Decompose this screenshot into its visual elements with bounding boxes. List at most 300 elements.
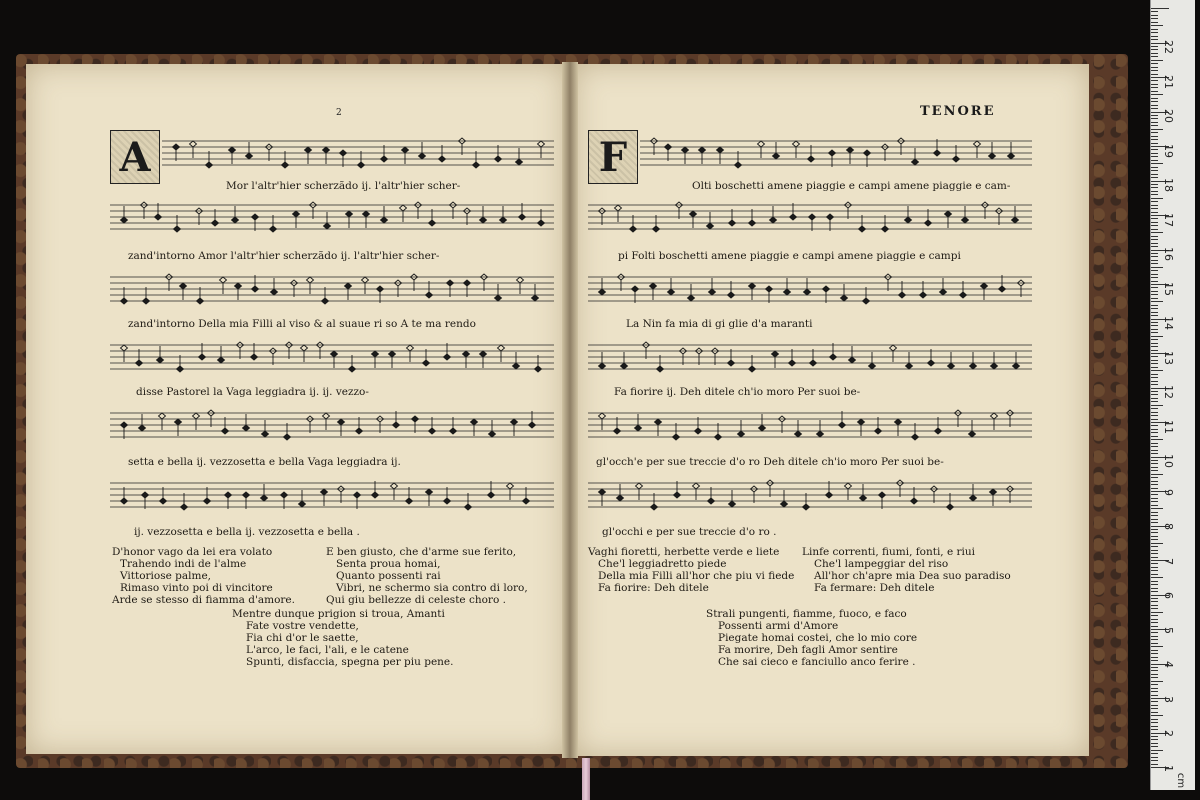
note-head [759, 425, 766, 431]
note-head [444, 354, 451, 360]
note-head [121, 345, 128, 351]
note-head [673, 434, 680, 440]
note-head [489, 431, 496, 437]
note-head [193, 413, 200, 419]
lyric-line: zand'intorno Amor l'altr'hier scherzãdo ij. l'altr'hier scher- [128, 250, 440, 262]
note-head [699, 147, 706, 153]
note-head [974, 141, 981, 147]
lyric-line: Mor l'altr'hier scherzãdo ij. l'altr'hier scher- [226, 180, 461, 192]
note-head [204, 498, 211, 504]
ruler-number: 1 [1162, 764, 1175, 772]
ruler-tick [1151, 294, 1158, 295]
ruler-tick [1151, 36, 1158, 37]
verse-stanza-1 [112, 546, 295, 606]
note-head [412, 416, 419, 422]
note-head [324, 223, 331, 229]
note-head [715, 434, 722, 440]
ruler-number: 20 [1162, 109, 1175, 123]
ruler-unit-label: cm [1175, 772, 1187, 789]
note-head [749, 366, 756, 372]
note-head [400, 205, 407, 211]
ruler-tick [1151, 667, 1158, 668]
note-head [281, 492, 288, 498]
note-head [935, 428, 942, 434]
note-head [749, 220, 756, 226]
note-head [630, 226, 637, 232]
ruler-tick [1151, 681, 1163, 682]
note-head [635, 425, 642, 431]
verse-line: Fa fermare: Deh ditele [814, 582, 935, 594]
note-head [781, 501, 788, 507]
ruler-tick [1151, 688, 1158, 689]
ruler-tick [1151, 301, 1163, 302]
ruler-tick [1151, 298, 1158, 299]
ruler-number: 11 [1162, 419, 1175, 434]
note-head [473, 162, 480, 168]
verse-line: E ben giusto, che d'arme sue ferito, [326, 546, 517, 558]
ruler-tick [1151, 646, 1163, 647]
note-head [372, 351, 379, 357]
note-head [1013, 363, 1020, 369]
ruler-tick [1151, 360, 1158, 361]
ruler-tick [1151, 577, 1163, 578]
note-head [912, 159, 919, 165]
ruler-tick [1151, 684, 1158, 685]
note-head [934, 150, 941, 156]
note-head [717, 147, 724, 153]
ruler-tick [1151, 384, 1158, 385]
note-head [655, 419, 662, 425]
ruler-tick [1151, 501, 1158, 502]
ruler-tick [1151, 494, 1158, 495]
ruler-tick [1151, 760, 1158, 761]
ruler-tick [1151, 674, 1158, 675]
note-head [407, 345, 414, 351]
note-head [911, 498, 918, 504]
note-head [406, 498, 413, 504]
ruler-tick [1151, 263, 1158, 264]
music-staff [110, 478, 554, 512]
note-head [212, 220, 219, 226]
ruler-tick [1151, 405, 1163, 406]
lyric-line: pi Folti boschetti amene piaggie e campi amene piaggie e campi [618, 250, 961, 262]
ruler-tick [1151, 401, 1158, 402]
lyric-line: gl'occhi e per sue treccie d'o ro . [602, 526, 777, 538]
note-head [243, 425, 250, 431]
note-head [225, 492, 232, 498]
ruler-number: 15 [1162, 281, 1175, 296]
ruler-tick [1151, 529, 1158, 530]
note-head [377, 286, 384, 292]
note-head [690, 211, 697, 217]
note-head [463, 351, 470, 357]
ruler-tick [1151, 125, 1158, 126]
note-head [947, 504, 954, 510]
ruler-tick [1151, 546, 1158, 547]
verse-line: Possenti armi d'Amore [718, 620, 839, 632]
ruler-tick [1151, 212, 1158, 213]
verse-line: Fa fiorire: Deh ditele [598, 582, 709, 594]
verse-line: Arde se stesso di fiamma d'amore. [112, 594, 295, 606]
verse-line: Mentre dunque prigion si troua, Amanti [232, 608, 445, 620]
note-head [991, 363, 998, 369]
note-head [789, 360, 796, 366]
note-head [331, 351, 338, 357]
note-head [636, 483, 643, 489]
note-head [827, 214, 834, 220]
ruler-tick [1151, 377, 1158, 378]
note-head [899, 292, 906, 298]
ruler-tick [1151, 739, 1158, 740]
ruler-tick [1151, 312, 1158, 313]
note-head [232, 217, 239, 223]
ruler-tick [1151, 488, 1158, 489]
note-head [738, 431, 745, 437]
verse-line: Piegate homai costei, che lo mio core [718, 632, 918, 644]
ruler-tick [1151, 632, 1158, 633]
ruler-tick [1151, 622, 1158, 623]
note-head [480, 217, 487, 223]
ruler-tick [1151, 712, 1158, 713]
ruler-tick [1151, 750, 1163, 751]
note-head [990, 489, 997, 495]
music-staff [588, 272, 1032, 306]
ruler-tick [1151, 532, 1158, 533]
ruler-tick [1151, 419, 1158, 420]
ruler-tick [1151, 56, 1158, 57]
ruler-tick [1151, 543, 1163, 544]
note-head [928, 360, 935, 366]
verse-line: Senta proua homai, [336, 558, 441, 570]
voice-part-label: TENORE [920, 104, 996, 119]
note-head [830, 354, 837, 360]
ruler-tick [1151, 474, 1163, 475]
ruler-tick [1151, 18, 1158, 19]
ruler-tick [1151, 467, 1158, 468]
lyric-line: gl'occh'e per sue treccie d'o ro Deh ditele ch'io moro Per suoi be- [596, 456, 944, 468]
staff-lines [588, 408, 1032, 442]
verse-line: Trahendo indi de l'alme [120, 558, 247, 570]
note-head [940, 289, 947, 295]
music-staff [640, 136, 1032, 170]
note-head [488, 492, 495, 498]
note-head [657, 366, 664, 372]
ruler-tick [1151, 605, 1158, 606]
note-head [599, 489, 606, 495]
verse-line: Che'l lampeggiar del riso [814, 558, 949, 570]
ruler-tick [1151, 325, 1158, 326]
verse-line: Quanto possenti rai [336, 570, 441, 582]
note-head [498, 345, 505, 351]
ruler-tick [1151, 626, 1158, 627]
ruler-tick [1151, 363, 1158, 364]
note-head [139, 425, 146, 431]
ruler-tick [1151, 15, 1158, 16]
music-staff [110, 272, 554, 306]
note-head [817, 431, 824, 437]
note-head [728, 360, 735, 366]
ruler-tick [1151, 736, 1158, 737]
note-head [523, 498, 530, 504]
ruler-tick [1151, 567, 1158, 568]
verse-line: Rimaso vinto poi di vincitore [120, 582, 273, 594]
note-head [905, 217, 912, 223]
ruler-tick [1151, 336, 1163, 337]
ruler-tick [1151, 177, 1158, 178]
ruler-number: 12 [1162, 385, 1175, 399]
note-head [1012, 217, 1019, 223]
ruler-tick [1151, 598, 1158, 599]
note-head [439, 156, 446, 162]
ruler-tick [1151, 305, 1158, 306]
note-head [136, 360, 143, 366]
verse-stanza-3 [232, 608, 454, 668]
note-head [538, 141, 545, 147]
ruler-tick [1151, 163, 1163, 164]
ruler-tick [1151, 322, 1158, 323]
lyric-line: La Nin fa mia di gi glie d'a maranti [626, 318, 813, 330]
ruler-tick [1151, 498, 1158, 499]
note-head [175, 419, 182, 425]
note-head [293, 211, 300, 217]
ruler-tick [1151, 439, 1163, 440]
ruler-tick [1151, 446, 1158, 447]
note-head [617, 495, 624, 501]
verse-line: Che'l leggiadretto piede [598, 558, 727, 570]
note-head [199, 354, 206, 360]
verse-line: Che sai cieco e fanciullo anco ferire . [718, 656, 916, 668]
note-head [991, 413, 998, 419]
note-head [945, 211, 952, 217]
note-head [299, 501, 306, 507]
ruler-tick [1151, 719, 1158, 720]
ruler-tick [1151, 356, 1158, 357]
verse-line: Qui giu bellezze di celeste choro . [326, 594, 506, 606]
note-head [729, 220, 736, 226]
note-head [142, 492, 149, 498]
note-head [323, 147, 330, 153]
ruler-tick [1151, 553, 1158, 554]
note-head [859, 226, 866, 232]
ruler-tick [1151, 708, 1158, 709]
note-head [906, 363, 913, 369]
music-staff [162, 136, 554, 170]
note-head [599, 363, 606, 369]
note-head [362, 277, 369, 283]
note-head [190, 141, 197, 147]
note-head [529, 422, 536, 428]
note-head [803, 504, 810, 510]
ruler-tick [1151, 222, 1158, 223]
note-head [925, 220, 932, 226]
note-head [999, 286, 1006, 292]
note-head [173, 144, 180, 150]
ruler-tick [1151, 108, 1158, 109]
ruler-tick [1151, 143, 1158, 144]
ruler-tick [1151, 436, 1158, 437]
note-head [841, 295, 848, 301]
verse-line: Fia chi d'or le saette, [246, 632, 359, 644]
note-head [356, 428, 363, 434]
note-head [507, 483, 514, 489]
note-head [804, 289, 811, 295]
ruler-number: 3 [1162, 695, 1175, 703]
ruler-tick [1151, 267, 1163, 268]
ruler-number: 5 [1162, 626, 1175, 634]
note-head [632, 286, 639, 292]
note-head [532, 295, 539, 301]
ruler-tick [1151, 429, 1158, 430]
note-head [251, 354, 258, 360]
ruler-tick [1151, 705, 1158, 706]
left-page-number: 2 [336, 108, 342, 118]
note-head [766, 286, 773, 292]
note-head [858, 419, 865, 425]
note-head [674, 492, 681, 498]
ruler-tick [1151, 239, 1158, 240]
verse-line: Fate vostre vendette, [246, 620, 359, 632]
note-head [665, 144, 672, 150]
ruler-tick [1151, 753, 1158, 754]
note-head [177, 366, 184, 372]
note-head [599, 413, 606, 419]
note-head [381, 156, 388, 162]
ruler-tick [1151, 608, 1158, 609]
staff-lines [640, 136, 1032, 170]
music-staff [110, 200, 554, 234]
ruler-tick [1151, 270, 1158, 271]
note-head [953, 156, 960, 162]
ruler-tick [1151, 277, 1158, 278]
note-head [695, 428, 702, 434]
note-head [181, 504, 188, 510]
note-head [197, 298, 204, 304]
ruler-tick [1151, 570, 1158, 571]
note-head [322, 298, 329, 304]
note-head [772, 351, 779, 357]
ruler-tick [1151, 91, 1158, 92]
note-head [653, 226, 660, 232]
note-head [206, 162, 213, 168]
ruler-tick [1151, 460, 1158, 461]
note-head [444, 498, 451, 504]
ruler-tick [1151, 691, 1158, 692]
note-head [823, 286, 830, 292]
ruler-tick [1151, 308, 1158, 309]
note-head [795, 431, 802, 437]
ruler-tick [1151, 453, 1158, 454]
ruler-tick [1151, 343, 1158, 344]
ruler-tick [1151, 391, 1158, 392]
ruler-tick [1151, 764, 1158, 765]
note-head [301, 345, 308, 351]
ruler-tick [1151, 412, 1158, 413]
music-staff [588, 408, 1032, 442]
ruler-tick [1151, 588, 1158, 589]
ruler-tick [1151, 136, 1158, 137]
ruler-tick [1151, 463, 1158, 464]
note-head [790, 214, 797, 220]
note-head [989, 153, 996, 159]
ruler-tick [1151, 11, 1158, 12]
ruler-tick [1151, 291, 1158, 292]
ruler-tick [1151, 70, 1158, 71]
note-head [516, 159, 523, 165]
ruler-tick [1151, 757, 1158, 758]
ruler-tick [1151, 670, 1158, 671]
ruler-tick [1151, 60, 1163, 61]
ruler-tick [1151, 281, 1158, 282]
music-staff [588, 200, 1032, 234]
note-head [869, 363, 876, 369]
note-head [749, 283, 756, 289]
ruler-tick [1151, 381, 1158, 382]
note-head [538, 220, 545, 226]
ruler-tick [1151, 643, 1158, 644]
note-head [845, 483, 852, 489]
ruler-tick [1151, 25, 1163, 26]
note-head [948, 363, 955, 369]
staff-lines [588, 478, 1032, 512]
note-head [962, 217, 969, 223]
ruler-tick [1151, 519, 1158, 520]
ruler-tick [1151, 639, 1158, 640]
lyric-line: zand'intorno Della mia Filli al viso & al suaue ri so A te ma rendo [128, 318, 476, 330]
note-head [688, 295, 695, 301]
ruler-tick [1151, 591, 1158, 592]
ruler-tick [1151, 677, 1158, 678]
note-head [758, 141, 765, 147]
note-head [393, 422, 400, 428]
note-head [218, 357, 225, 363]
ruler-number: 17 [1162, 212, 1175, 227]
note-head [160, 498, 167, 504]
ruler-tick [1151, 374, 1158, 375]
note-head [480, 351, 487, 357]
note-head [826, 492, 833, 498]
note-head [864, 150, 871, 156]
note-head [981, 283, 988, 289]
note-head [346, 211, 353, 217]
ruler-tick [1151, 522, 1158, 523]
ruler-tick [1151, 394, 1158, 395]
note-head [229, 147, 236, 153]
decorated-initial-left: A [110, 130, 160, 184]
ruler-tick [1151, 743, 1158, 744]
note-head [222, 428, 229, 434]
note-head [707, 223, 714, 229]
ruler-tick [1151, 695, 1158, 696]
ruler-tick [1151, 370, 1163, 371]
note-head [252, 286, 259, 292]
note-head [920, 292, 927, 298]
ruler-tick [1151, 450, 1158, 451]
ruler-number: 14 [1162, 316, 1175, 330]
music-staff [588, 340, 1032, 374]
ruler-number: 7 [1162, 557, 1175, 565]
ruler-tick [1151, 339, 1158, 340]
verse-line: Spunti, disfaccia, spegna per piu pene. [246, 656, 454, 668]
ruler-number: 8 [1162, 523, 1175, 530]
note-head [372, 492, 379, 498]
ruler-tick [1151, 32, 1158, 33]
ruler-tick [1151, 601, 1158, 602]
verse-stanza-1 [588, 546, 794, 594]
measurement-ruler [1150, 0, 1195, 790]
ruler-number: 13 [1162, 350, 1175, 365]
ruler-tick [1151, 84, 1158, 85]
note-head [839, 422, 846, 428]
